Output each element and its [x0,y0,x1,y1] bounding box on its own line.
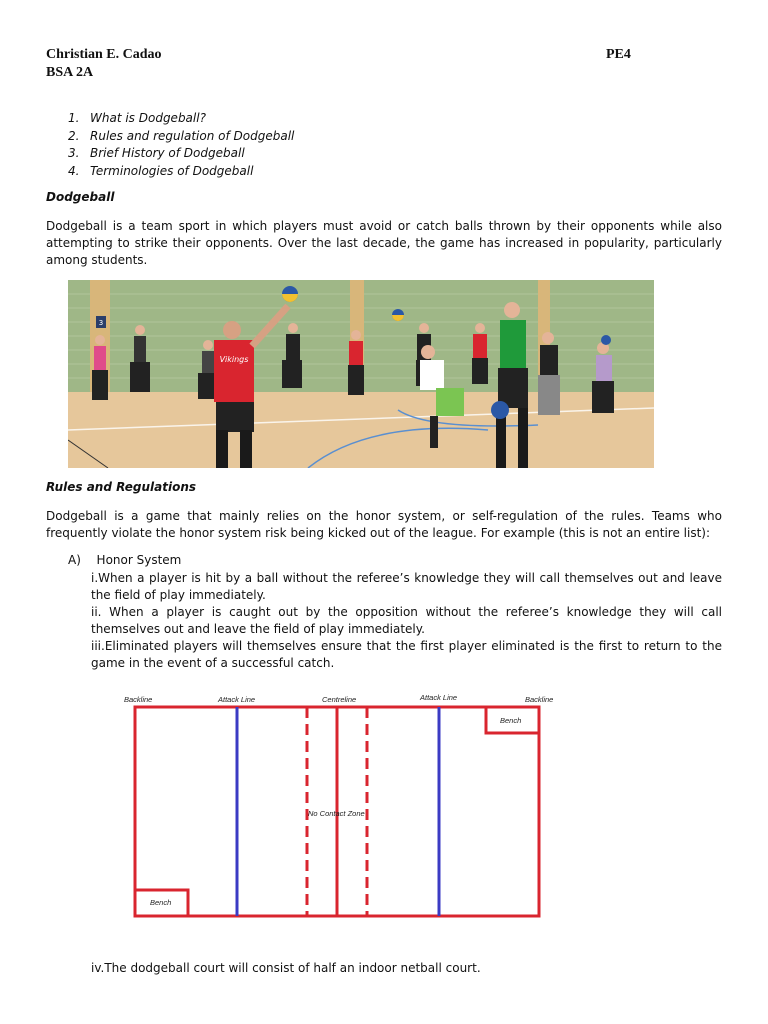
honor-rule-4: iv.The dodgeball court will consist of half an indoor netball court. [91,961,481,975]
honor-rule-1: i.When a player is hit by a ball without the referee’s knowledge they will call themselves out and leave the field of play immediately. [91,571,722,602]
topic-item: 2. Rules and regulation of Dodgeball [68,128,295,143]
label-no-contact-zone: No Contact Zone [308,809,365,818]
topic-item: 4. Terminologies of Dodgeball [68,163,254,178]
label-attack-line-right: Attack Line [420,693,458,702]
label-backline-right: Backline [525,695,554,704]
label-attack-line-left: Attack Line [218,695,256,704]
label-bench-bottom: Bench [150,898,172,907]
topic-item: 3. Brief History of Dodgeball [68,146,245,160]
topic-item: 1. What is Dodgeball? [68,111,206,125]
dodgeball-photo [68,280,654,468]
rules-heading: Rules and Regulations [46,480,197,494]
label-bench-top: Bench [500,716,522,725]
class-section: BSA 2A [46,65,94,80]
rules-paragraph: Dodgeball is a game that mainly relies on the honor system, or self-regulation of the rules. Teams who frequently violate the honor system risk being kicked out of the league. For example (this is not an entire list): [46,509,722,540]
subject-code: PE4 [606,47,631,62]
court-diagram [118,690,562,926]
honor-rule-3: iii.Eliminated players will themselves ensure that the first player eliminated is the first to return to the game in the event of a successful catch. [91,639,722,670]
dodgeball-heading: Dodgeball [46,190,115,204]
label-centreline: Centreline [322,695,357,704]
label-backline-left: Backline [124,695,153,704]
dodgeball-paragraph: Dodgeball is a team sport in which players must avoid or catch balls thrown by their opponents while also attempting to strike their opponents. Over the last decade, the game has increased in popularity, particularly among students. [46,219,722,267]
court-sign-number: 3 [98,319,104,327]
topic-list [68,110,294,180]
jersey-text: Vikings [219,355,249,364]
author-name: Christian E. Cadao [46,47,162,62]
honor-rule-2: ii. When a player is caught out by the opposition without the referee’s knowledge they will call themselves out and leave the field of play immediately. [91,605,722,636]
honor-system-label: A) Honor System [68,553,182,567]
